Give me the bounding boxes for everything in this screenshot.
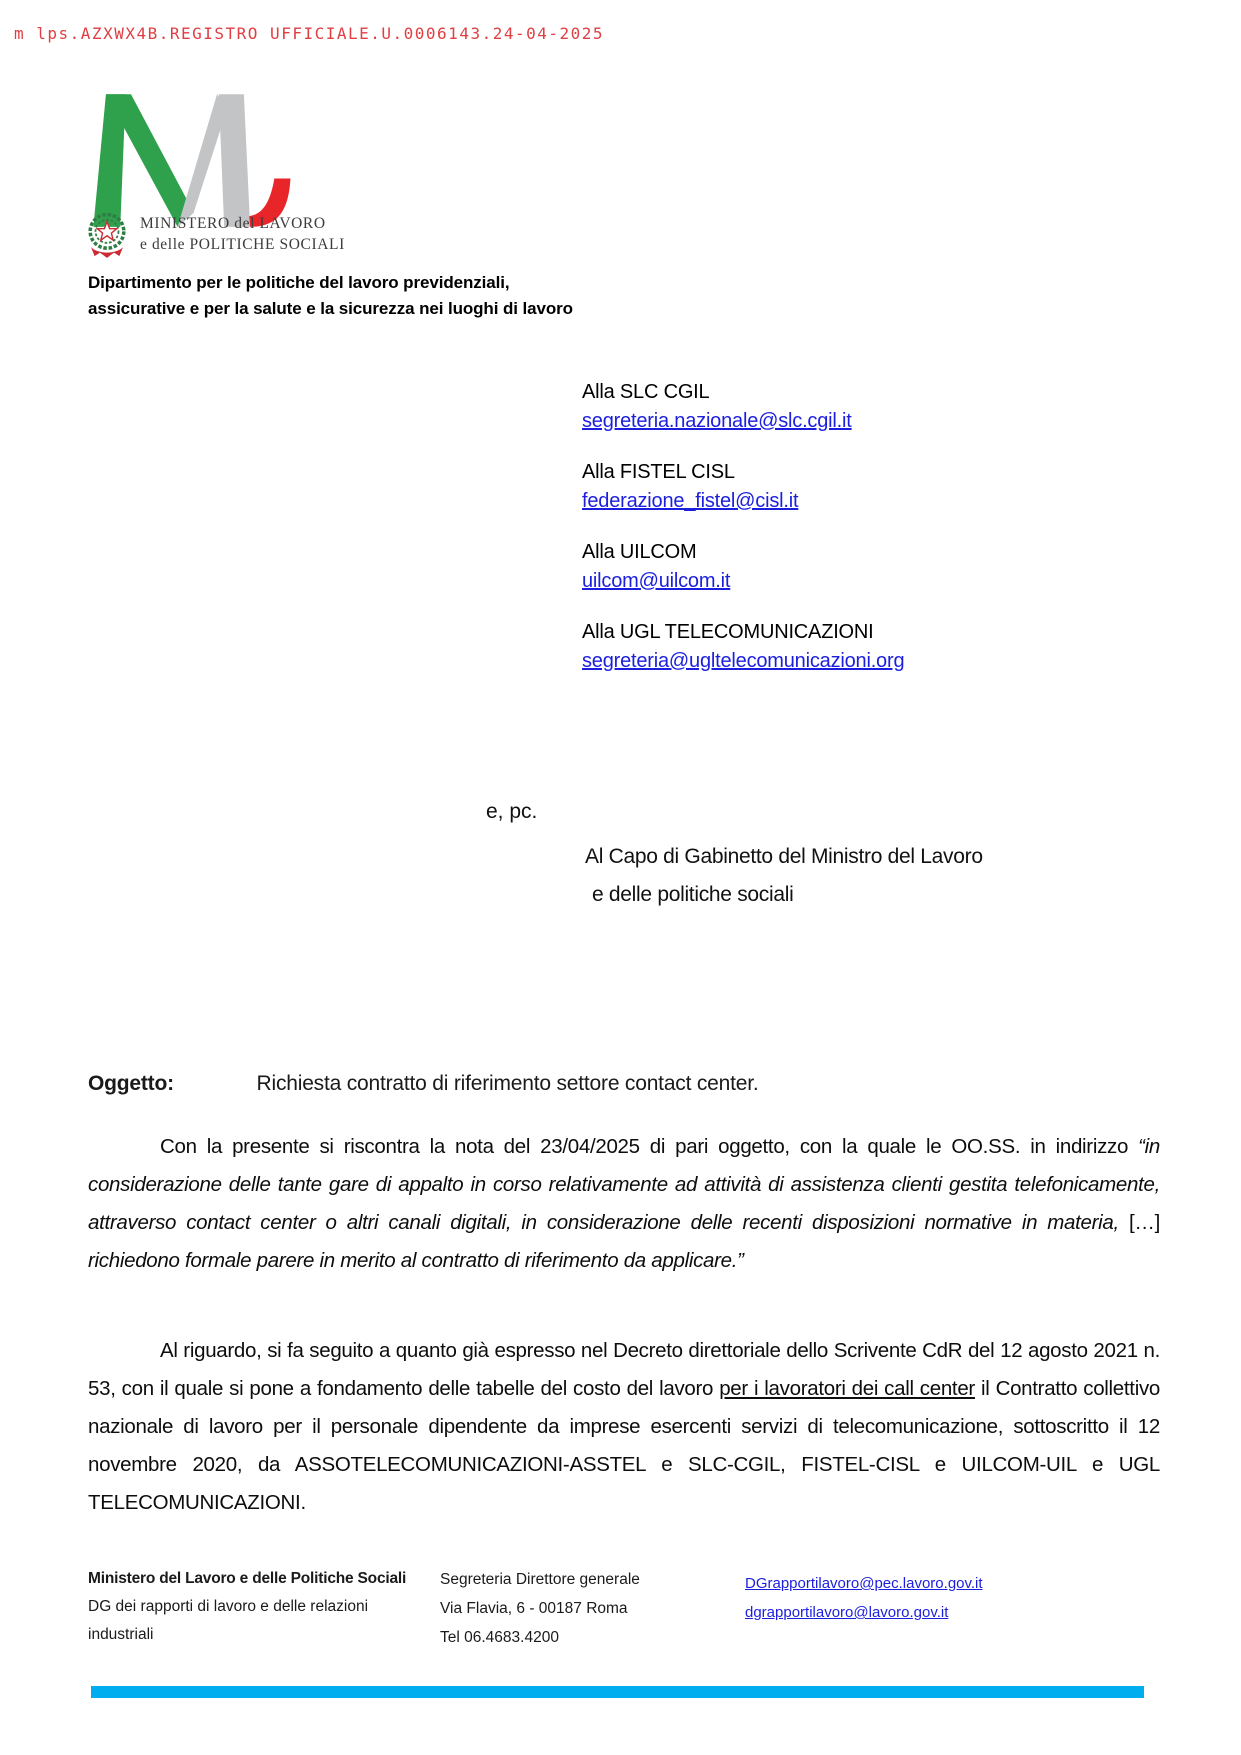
footer-email-column [745,1569,1105,1627]
p1-normal-1: Con la presente si riscontra la nota del 23/04/2025 di pari oggetto, con la quale le OO.SS. in indirizzo [160,1135,1139,1158]
body-paragraph-2 [88,1332,1160,1522]
subject-row [88,1072,1160,1096]
p2-normal-1: Al riguardo, si fa seguito a quanto già espresso nel Decreto direttoriale dello Scrivente CdR del 12 agosto 2021 n. 53, con il quale si pone a fondamento delle tabelle del costo del lavoro [88,1339,1160,1400]
p1-ellipsis: […] [1118,1211,1160,1234]
subject-text: Richiesta contratto di riferimento settore contact center. [256,1072,759,1095]
recipient-label: Alla UILCOM [582,541,697,563]
footer-pec-email-link[interactable]: DGrapportilavoro@pec.lavoro.gov.it [745,1575,983,1592]
registry-protocol-stamp: m lps.AZXWX4B.REGISTRO UFFICIALE.U.0006143.24-04-2025 [14,24,605,43]
recipient-slc-cgil [582,378,904,436]
p1-quote-italic-2: richiedono formale parere in merito al contratto di riferimento da applicare.” [88,1249,744,1272]
recipient-ugl-telecomunicazioni [582,618,904,676]
ministry-name [140,213,345,255]
cc-label: e, pc. [486,800,538,823]
ministry-name-line1: MINISTERO del LAVORO [140,215,326,232]
p2-normal-2: il Contratto collettivo nazionale di lavoro per il personale dipendente da imprese esercenti servizi di telecomunicazione, sottoscritto il 12 novembre 2020, da ASSOTELECOMUNICAZIONI-ASSTEL e SLC-CGIL, FISTEL-CISL e UILCOM-UIL e UGL TELECOMUNICAZIONI. [88,1377,1160,1514]
department-heading [88,270,573,322]
bottom-accent-bar [91,1686,1144,1698]
department-line1: Dipartimento per le politiche del lavoro previdenziali, [88,273,510,292]
cc-line2: e delle politiche sociali [592,883,794,906]
recipient-email-link[interactable]: segreteria.nazionale@slc.cgil.it [582,410,852,432]
p1-quote-italic-1: “in considerazione delle tante gare di appalto in corso relativamente ad attività di assistenza clienti gestita telefonicamente, attraverso contact center o altri canali digitali, in considerazione delle recenti disposizioni normative in materia, [88,1135,1160,1234]
republic-emblem-icon [84,208,130,260]
footer-dg-line2: industriali [88,1626,154,1643]
body-paragraph-1 [88,1128,1160,1280]
footer-ministry-name: Ministero del Lavoro e delle Politiche Sociali [88,1570,407,1587]
recipient-label: Alla UGL TELECOMUNICAZIONI [582,621,874,643]
recipient-email-link[interactable]: federazione_fistel@cisl.it [582,490,799,512]
footer-dg-line1: DG dei rapporti di lavoro e delle relazioni [88,1598,369,1615]
recipient-email-link[interactable]: uilcom@uilcom.it [582,570,731,592]
footer-street-address: Via Flavia, 6 - 00187 Roma [440,1600,628,1617]
footer-email-link[interactable]: dgrapportilavoro@lavoro.gov.it [745,1604,949,1621]
footer-phone: Tel 06.4683.4200 [440,1629,559,1646]
recipient-fistel-cisl [582,458,904,516]
department-line2: assicurative e per la salute e la sicurezza nei luoghi di lavoro [88,299,573,318]
recipient-label: Alla FISTEL CISL [582,461,735,483]
recipient-label: Alla SLC CGIL [582,381,710,403]
cc-recipient [585,838,983,914]
footer-address-column [440,1565,730,1652]
ministry-identity [84,208,345,260]
recipient-email-link[interactable]: segreteria@ugltelecomunicazioni.org [582,650,905,672]
footer-secretariat: Segreteria Direttore generale [440,1571,640,1588]
footer-org-column [88,1565,433,1649]
recipient-uilcom [582,538,904,596]
p2-underlined-phrase: per i lavoratori dei call center [719,1377,975,1400]
ministry-name-line2: e delle POLITICHE SOCIALI [140,236,345,253]
recipients-list [582,378,904,676]
subject-label: Oggetto: [88,1072,174,1095]
cc-line1: Al Capo di Gabinetto del Ministro del Lavoro [585,845,983,868]
